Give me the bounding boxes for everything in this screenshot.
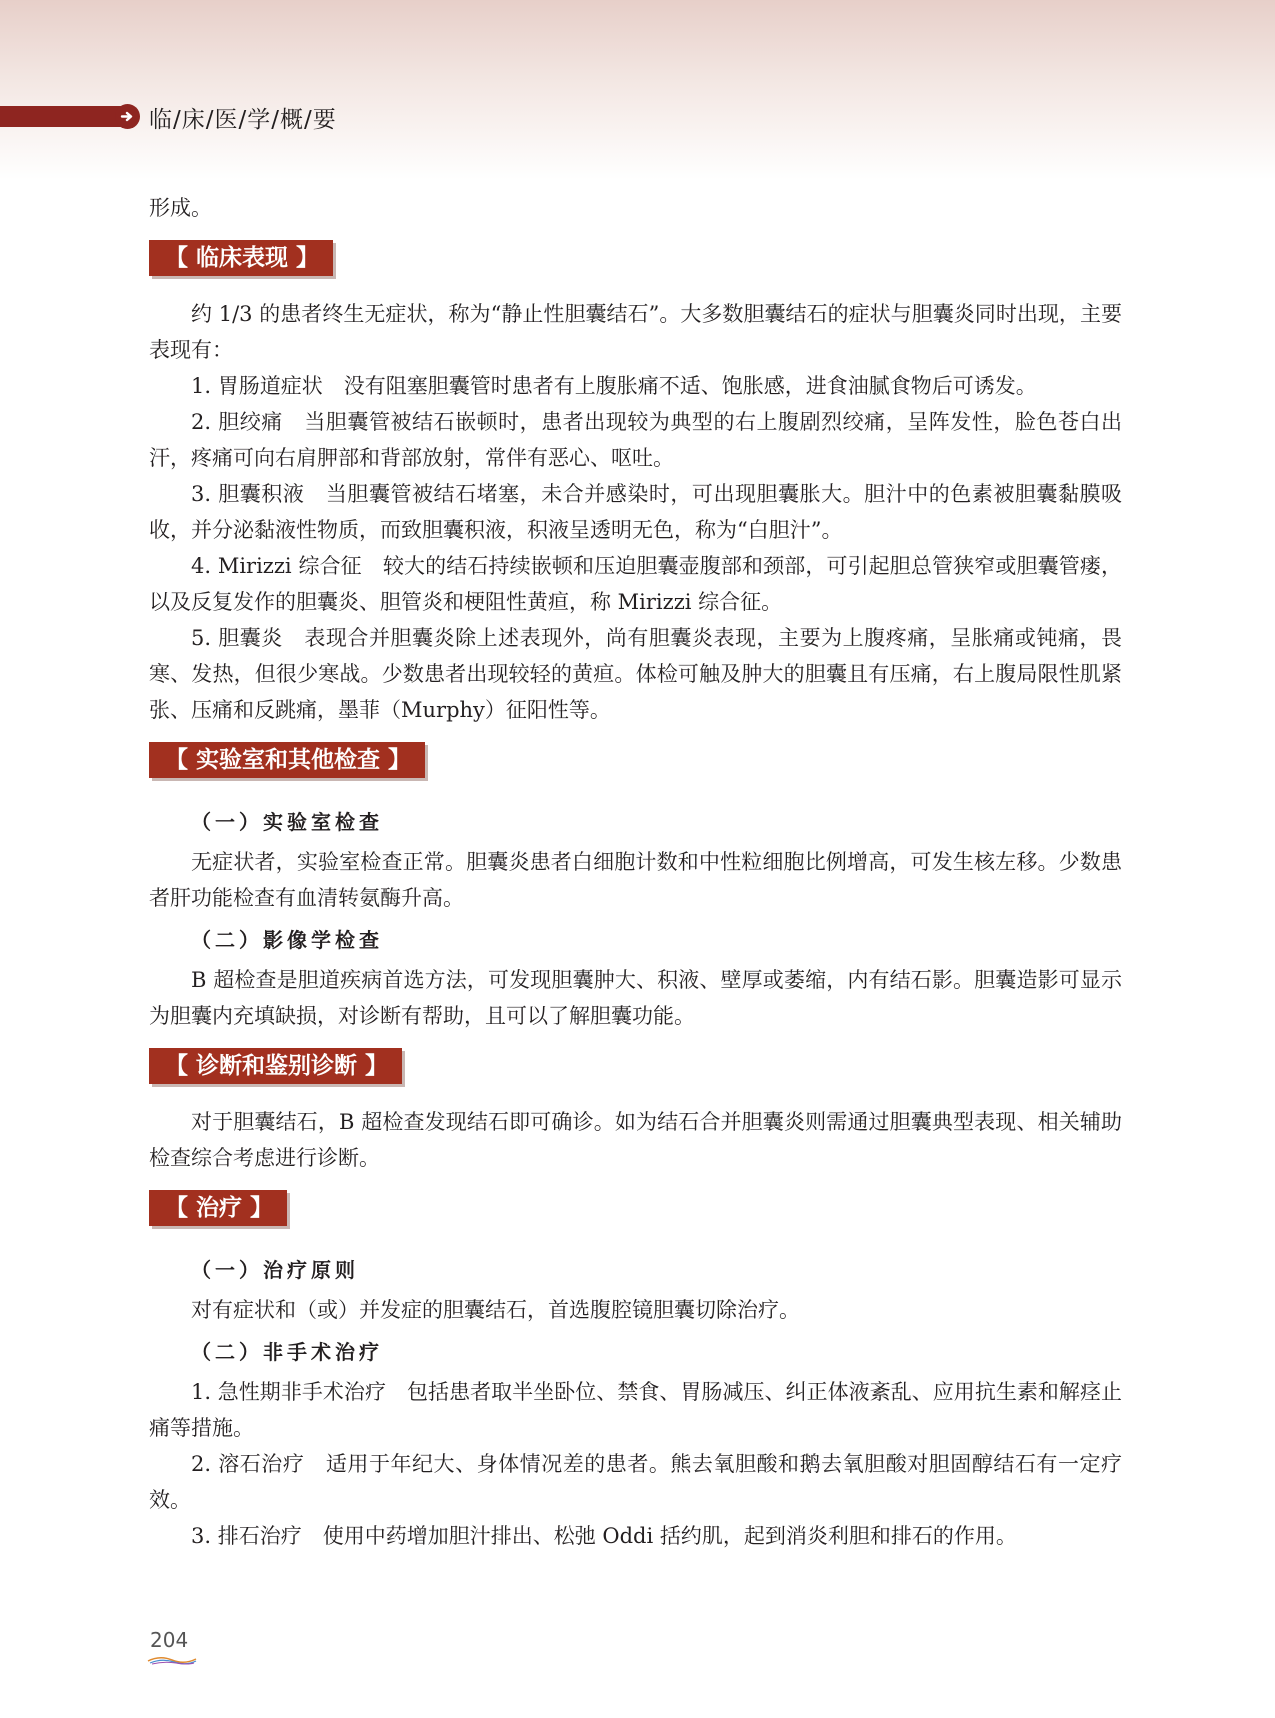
item-lead: 3. 排石治疗 <box>191 1524 302 1548</box>
page-content <box>149 190 1122 1554</box>
list-item <box>149 620 1122 728</box>
header-bar <box>0 106 130 127</box>
item-lead: 2. 胆绞痛 <box>191 410 283 434</box>
list-item <box>149 1518 1122 1554</box>
list-item <box>149 548 1122 620</box>
intro-text: 形成。 <box>149 196 212 220</box>
item-text: 当胆囊管被结石堵塞，未合并感染时，可出现胆囊胀大。胆汁中的色素被胆囊黏膜吸收，并分泌黏液性物质，而致胆囊积液，积液呈透明无色，称为“白胆汁”。 <box>149 482 1123 542</box>
item-text: 表现合并胆囊炎除上述表现外，尚有胆囊炎表现，主要为上腹疼痛，呈胀痛或钝痛，畏寒、发热，但很少寒战。少数患者出现较轻的黄疸。体检可触及肿大的胆囊且有压痛，右上腹局限性肌紧张、压痛和反跳痛，墨菲（Murphy）征阳性等。 <box>149 626 1123 722</box>
paragraph: 对于胆囊结石，B 超检查发现结石即可确诊。如为结石合并胆囊炎则需通过胆囊典型表现、相关辅助检查综合考虑进行诊断。 <box>149 1110 1122 1170</box>
paragraph: 无症状者，实验室检查正常。胆囊炎患者白细胞计数和中性粒细胞比例增高，可发生核左移。少数患者肝功能检查有血清转氨酶升高。 <box>149 850 1122 910</box>
paragraph: 约 1/3 的患者终生无症状，称为“静止性胆囊结石”。大多数胆囊结石的症状与胆囊炎同时出现，主要表现有： <box>149 302 1122 362</box>
arrow-right-icon <box>115 104 140 129</box>
item-lead: 1. 胃肠道症状 <box>191 374 323 398</box>
item-text: 没有阻塞胆囊管时患者有上腹胀痛不适、饱胀感，进食油腻食物后可诱发。 <box>343 374 1037 398</box>
item-text: 使用中药增加胆汁排出、松弛 Oddi 括约肌，起到消炎利胆和排石的作用。 <box>322 1524 1017 1548</box>
page-number-swirl-icon <box>146 1655 198 1665</box>
page-number: 204 <box>150 1628 189 1652</box>
item-lead: 3. 胆囊积液 <box>191 482 305 506</box>
list-item <box>149 368 1122 404</box>
subheading: （二）非手术治疗 <box>191 1340 383 1364</box>
item-lead: 5. 胆囊炎 <box>191 626 283 650</box>
book-title: 临/床/医/学/概/要 <box>149 107 337 133</box>
page-header-band <box>0 0 1275 180</box>
list-item <box>149 404 1122 476</box>
subheading: （二）影像学检查 <box>191 928 383 952</box>
item-text: 包括患者取半坐卧位、禁食、胃肠减压、纠正体液紊乱、应用抗生素和解痉止痛等措施。 <box>149 1380 1122 1440</box>
paragraph: 对有症状和（或）并发症的胆囊结石，首选腹腔镜胆囊切除治疗。 <box>191 1298 800 1322</box>
section-heading-clinical: 【 临床表现 】 <box>149 240 333 276</box>
list-item <box>149 1374 1122 1446</box>
item-text: 当胆囊管被结石嵌顿时，患者出现较为典型的右上腹剧烈绞痛，呈阵发性，脸色苍白出汗，疼痛可向右肩胛部和背部放射，常伴有恶心、呕吐。 <box>149 410 1123 470</box>
subheading: （一）实验室检查 <box>191 810 383 834</box>
section-heading-treatment: 【 治疗 】 <box>149 1190 287 1226</box>
item-text: 适用于年纪大、身体情况差的患者。熊去氧胆酸和鹅去氧胆酸对胆固醇结石有一定疗效。 <box>149 1452 1123 1512</box>
subheading: （一）治疗原则 <box>191 1258 359 1282</box>
item-lead: 2. 溶石治疗 <box>191 1452 305 1476</box>
item-lead: 4. Mirizzi 综合征 <box>191 554 362 578</box>
section-heading-lab: 【 实验室和其他检查 】 <box>149 742 425 778</box>
list-item <box>149 1446 1122 1518</box>
item-lead: 1. 急性期非手术治疗 <box>191 1380 386 1404</box>
item-text: 较大的结石持续嵌顿和压迫胆囊壶腹部和颈部，可引起胆总管狭窄或胆囊管瘘，以及反复发作的胆囊炎、胆管炎和梗阻性黄疸，称 Mirizzi 综合征。 <box>149 554 1122 614</box>
list-item <box>149 476 1122 548</box>
paragraph: B 超检查是胆道疾病首选方法，可发现胆囊肿大、积液、壁厚或萎缩，内有结石影。胆囊造影可显示为胆囊内充填缺损，对诊断有帮助，且可以了解胆囊功能。 <box>149 968 1122 1028</box>
section-heading-diagnosis: 【 诊断和鉴别诊断 】 <box>149 1048 402 1084</box>
